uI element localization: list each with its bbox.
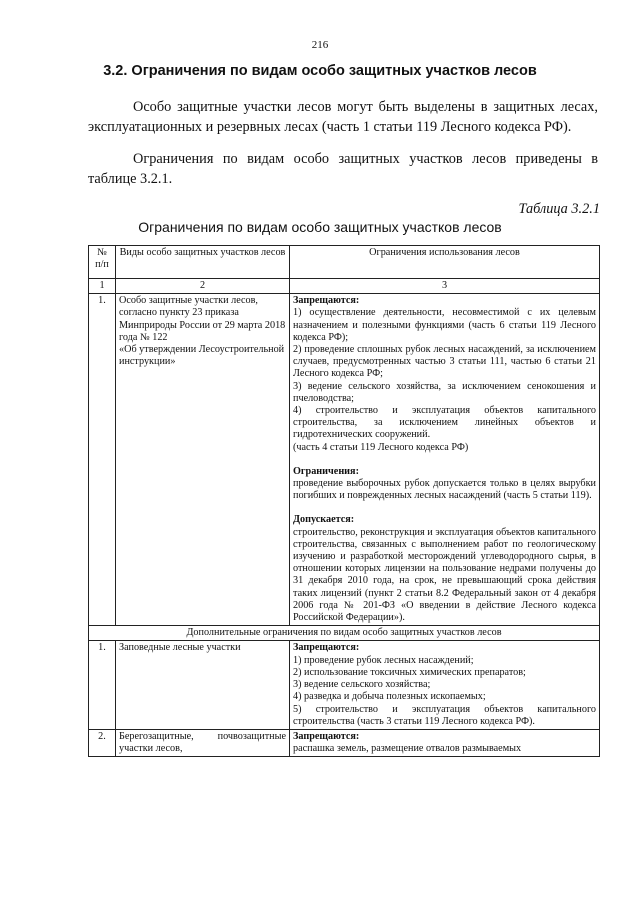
additional-header: Дополнительные ограничения по видам особо защитных участков лесов: [89, 626, 600, 641]
table-caption: Ограничения по видам особо защитных участков лесов: [138, 219, 502, 235]
header-num: № п/п: [89, 246, 116, 279]
row-num: 1.: [89, 641, 116, 729]
paragraph-2: Ограничения по видам особо защитных участков лесов приведены в таблице 3.2.1.: [88, 151, 598, 187]
row-num: 2.: [89, 729, 116, 756]
prohibited-title: Запрещаются:: [293, 295, 360, 307]
table-number: Таблица 3.2.1: [518, 201, 600, 217]
table-row: [89, 729, 600, 756]
table-row: [89, 641, 600, 729]
header-restrictions: Ограничения использования лесов: [290, 246, 600, 279]
table-row: [89, 294, 600, 626]
prohibited-title: Запрещаются:: [293, 730, 360, 742]
prohibited-item: 1) осуществление деятельности, несовместимой с их целевым назначением и полезными функциями (часть 6 статьи 119 Лесного кодекса РФ);: [293, 307, 596, 343]
prohibited-item: 4) строительство и эксплуатация объектов капитального строительства, за исключением линейных объектов и гидротехнических сооружений.: [293, 405, 596, 441]
prohibited-item: 4) разведка и добыча полезных ископаемых;: [293, 691, 486, 703]
prohibited-source: (часть 4 статьи 119 Лесного кодекса РФ): [293, 441, 469, 453]
col-number: 1: [89, 279, 116, 294]
header-type: Виды особо защитных участков лесов: [116, 246, 290, 279]
row-restrictions: [290, 729, 600, 756]
prohibited-item: 2) проведение сплошных рубок лесных насаждений, за исключением случаев, предусмотренных частью 3 статьи 111, частью 6 статьи 21 Лесного кодекса РФ;: [293, 344, 596, 380]
prohibited-item: 2) использование токсичных химических препаратов;: [293, 666, 526, 678]
restrictions-text: проведение выборочных рубок допускается только в целях вырубки погибших и поврежденных лесных насаждений (часть 5 статьи 119).: [293, 478, 596, 502]
prohibited-item: 3) ведение сельского хозяйства;: [293, 679, 431, 691]
section-title: 3.2. Ограничения по видам особо защитных участков лесов: [103, 63, 537, 79]
row-type: Заповедные лесные участки: [116, 641, 290, 729]
col-number: 3: [290, 279, 600, 294]
row-num: 1.: [89, 294, 116, 626]
column-numbers-row: [89, 279, 600, 294]
table-header-row: [89, 246, 600, 279]
row-restrictions: [290, 294, 600, 626]
prohibited-item: 3) ведение сельского хозяйства, за исключением сенокошения и пчеловодства;: [293, 380, 596, 404]
prohibited-text: распашка земель, размещение отвалов размываемых: [293, 743, 522, 755]
prohibited-item: 1) проведение рубок лесных насаждений;: [293, 654, 474, 666]
row-restrictions: [290, 641, 600, 729]
allowed-title: Допускается:: [293, 514, 355, 526]
prohibited-title: Запрещаются:: [293, 642, 360, 654]
paragraph-1: Особо защитные участки лесов могут быть выделены в защитных лесах, эксплуатационных и резервных лесах (часть 1 статьи 119 Лесного кодекса РФ).: [88, 99, 598, 135]
restrictions-table: [88, 245, 600, 757]
allowed-text: строительство, реконструкция и эксплуатация объектов капитального строительства, связанных с выполнением работ по геологическому изучению и разработкой месторождений углеводородного сырья, в отношении которых лицензии на пользование недрами получены до 31 декабря 2010 года, на срок, не превышающий срока действия таких лицензий (пункт 2 статьи 8.2 Федеральный закон от 4 декабря 2006 года № 201-ФЗ «О введении в действие Лесного кодекса Российской Федерации»).: [293, 526, 596, 624]
type-line: «Об утверждении Лесоустроительной инструкции»: [119, 344, 285, 368]
row-type: Берегозащитные, почвозащитные участки лесов,: [116, 729, 290, 756]
type-line: Особо защитные участки лесов, согласно пункту 23 приказа Минприроды России от 29 марта 2018 года № 122: [119, 295, 286, 343]
prohibited-item: 5) строительство и эксплуатация объектов капитального строительства (часть 3 статьи 119 Лесного кодекса РФ).: [293, 703, 596, 727]
additional-header-row: [89, 626, 600, 641]
row-type: [116, 294, 290, 626]
restrictions-title: Ограничения:: [293, 465, 359, 477]
page-number: 216: [311, 39, 329, 51]
col-number: 2: [116, 279, 290, 294]
